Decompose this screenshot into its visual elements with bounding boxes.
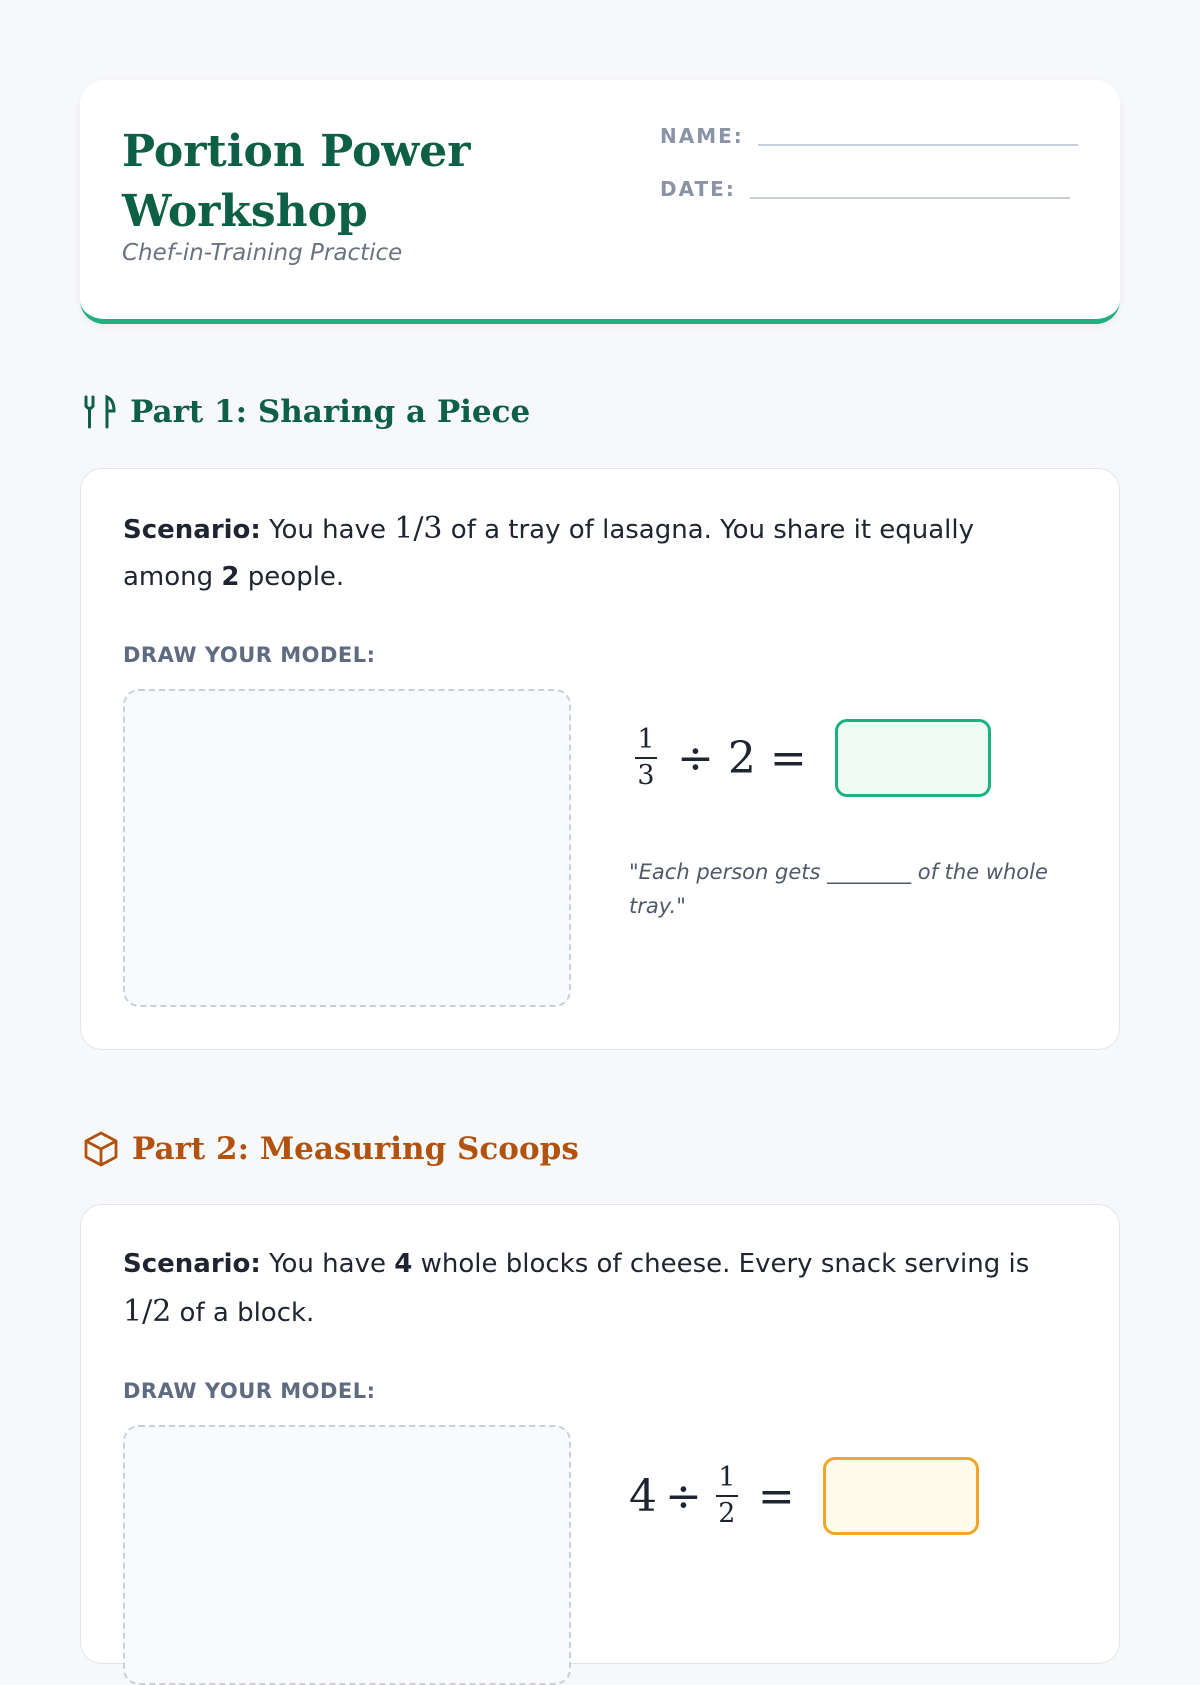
part2-equation bbox=[629, 1457, 979, 1535]
draw-model-label: DRAW YOUR MODEL: bbox=[123, 1379, 376, 1403]
scenario-text: of a tray of lasagna. You share it equally among bbox=[123, 515, 975, 592]
page-title: Portion Power Workshop bbox=[122, 126, 471, 237]
date-line[interactable] bbox=[750, 197, 1070, 199]
scenario-text: You have bbox=[260, 1249, 395, 1279]
utensils-icon bbox=[82, 394, 118, 430]
draw-model-box[interactable] bbox=[123, 1425, 571, 1685]
box-icon bbox=[82, 1130, 120, 1168]
scenario-text: You have bbox=[260, 515, 395, 545]
scenario-text: people. bbox=[239, 562, 345, 592]
equals-sign: = bbox=[769, 732, 807, 784]
fraction-numerator: 1 bbox=[637, 724, 655, 755]
fraction-bar bbox=[716, 1495, 738, 1497]
header-card bbox=[80, 80, 1120, 324]
draw-model-label: DRAW YOUR MODEL: bbox=[123, 643, 376, 667]
fraction-denominator: 2 bbox=[718, 1498, 736, 1529]
part1-equation bbox=[629, 719, 991, 797]
equation-dividend: 4 bbox=[629, 1470, 657, 1522]
divide-sign: ÷ bbox=[665, 1470, 702, 1522]
fraction-numerator: 1 bbox=[718, 1462, 736, 1493]
part1-card bbox=[80, 468, 1120, 1050]
scenario-label: Scenario: bbox=[123, 1249, 261, 1279]
date-field bbox=[660, 177, 1070, 201]
answer-box[interactable] bbox=[823, 1457, 979, 1535]
part1-heading-text: Part 1: Sharing a Piece bbox=[130, 394, 531, 430]
scenario-label: Scenario: bbox=[123, 515, 261, 545]
part1-scenario bbox=[123, 505, 1063, 601]
name-line[interactable] bbox=[758, 144, 1078, 146]
fraction-denominator: 3 bbox=[637, 760, 655, 791]
answer-sentence: "Each person gets ________ of the whole tray." bbox=[629, 860, 1048, 918]
scenario-text: whole blocks of cheese. Every snack serving is bbox=[412, 1249, 1030, 1279]
answer-box[interactable] bbox=[835, 719, 991, 797]
page-subtitle: Chef-in-Training Practice bbox=[122, 240, 403, 266]
equation-fraction bbox=[635, 725, 657, 791]
scenario-fraction: 1/2 bbox=[123, 1294, 172, 1329]
name-label: NAME: bbox=[660, 124, 744, 148]
scenario-number: 4 bbox=[394, 1249, 413, 1279]
date-label: DATE: bbox=[660, 177, 736, 201]
part2-scenario bbox=[123, 1241, 1063, 1337]
scenario-fraction: 1/3 bbox=[394, 511, 443, 546]
name-field bbox=[660, 124, 1078, 148]
part1-heading bbox=[82, 394, 530, 430]
equation-divisor: 2 bbox=[727, 732, 756, 784]
part2-heading-text: Part 2: Measuring Scoops bbox=[132, 1131, 579, 1167]
part2-heading bbox=[82, 1130, 579, 1168]
equation-fraction bbox=[716, 1463, 738, 1529]
scenario-text: of a block. bbox=[171, 1298, 315, 1328]
draw-model-box[interactable] bbox=[123, 689, 571, 1007]
part2-card bbox=[80, 1204, 1120, 1664]
scenario-number: 2 bbox=[221, 562, 240, 592]
fraction-bar bbox=[635, 757, 657, 759]
divide-sign: ÷ bbox=[677, 732, 714, 784]
equals-sign: = bbox=[757, 1470, 795, 1522]
